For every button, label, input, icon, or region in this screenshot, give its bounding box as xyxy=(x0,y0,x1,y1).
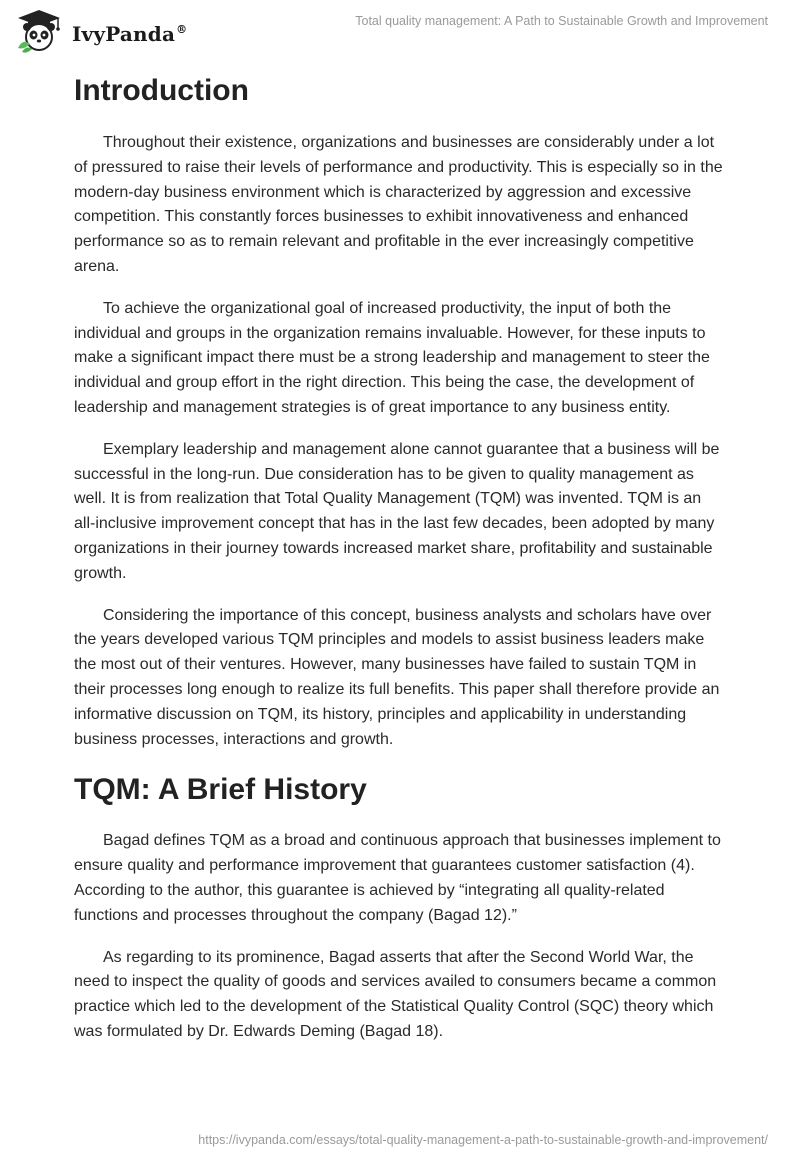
source-url[interactable]: https://ivypanda.com/essays/total-quality-management-a-path-to-sustainable-growth-and-improvement/ xyxy=(198,1133,768,1147)
paragraph: Throughout their existence, organizations and businesses are considerably under a lot of pressured to raise their levels of performance and productivity. This is especially so in the modern-day business environment which is characterized by aggression and excessive competition. This constantly forces businesses to exhibit innovativeness and enhanced performance so as to remain relevant and profitable in the ever increasingly competitive arena. xyxy=(74,134,723,275)
paragraph: As regarding to its prominence, Bagad asserts that after the Second World War, the need to inspect the quality of goods and services availed to consumers became a common practice which led to the development of the Statistical Quality Control (SQC) theory which was formulated by Dr. Edwards Deming (Bagad 18). xyxy=(74,948,717,1040)
ivypanda-logo[interactable] xyxy=(14,8,187,54)
paragraph: Bagad defines TQM as a broad and continuous approach that businesses implement to ensure quality and performance improvement that guarantees customer satisfaction (4). According to the author, this guarantee is achieved by “integrating all quality-related functions and processes throughout the company (Bagad 12).” xyxy=(74,832,721,924)
panda-graduate-icon xyxy=(14,8,64,54)
essay-body xyxy=(74,70,726,1062)
document-title: Total quality management: A Path to Sustainable Growth and Improvement xyxy=(355,14,768,28)
paragraph: Exemplary leadership and management alone cannot guarantee that a business will be successful in the long-run. Due consideration has to be given to quality management as well. It is from realization that Total Quality Management (TQM) was invented. TQM is an all-inclusive improvement concept that has in the last few decades, been adopted by many organizations in their journey towards increased market share, profitability and sustainable growth. xyxy=(74,440,720,582)
brand-name: IvyPanda® xyxy=(72,22,188,46)
page-header xyxy=(0,0,800,60)
section-heading-history: TQM: A Brief History xyxy=(74,773,367,807)
paragraph: Considering the importance of this concept, business analysts and scholars have over the years developed various TQM principles and models to assist business leaders make the most out of their ventures. However, many businesses have failed to sustain TQM in their processes long enough to realize its full benefits. This paper shall therefore provide an informative discussion on TQM, its history, principles and applicability in understanding business processes, interactions and growth. xyxy=(74,606,720,748)
paragraph: To achieve the organizational goal of increased productivity, the input of both the individual and groups in the organization remains invaluable. However, for these inputs to make a significant impact there must be a strong leadership and management to steer the individual and group effort in the right direction. This being the case, the development of leadership and management strategies is of great importance to any business entity. xyxy=(74,299,710,416)
section-heading-introduction: Introduction xyxy=(74,74,249,107)
